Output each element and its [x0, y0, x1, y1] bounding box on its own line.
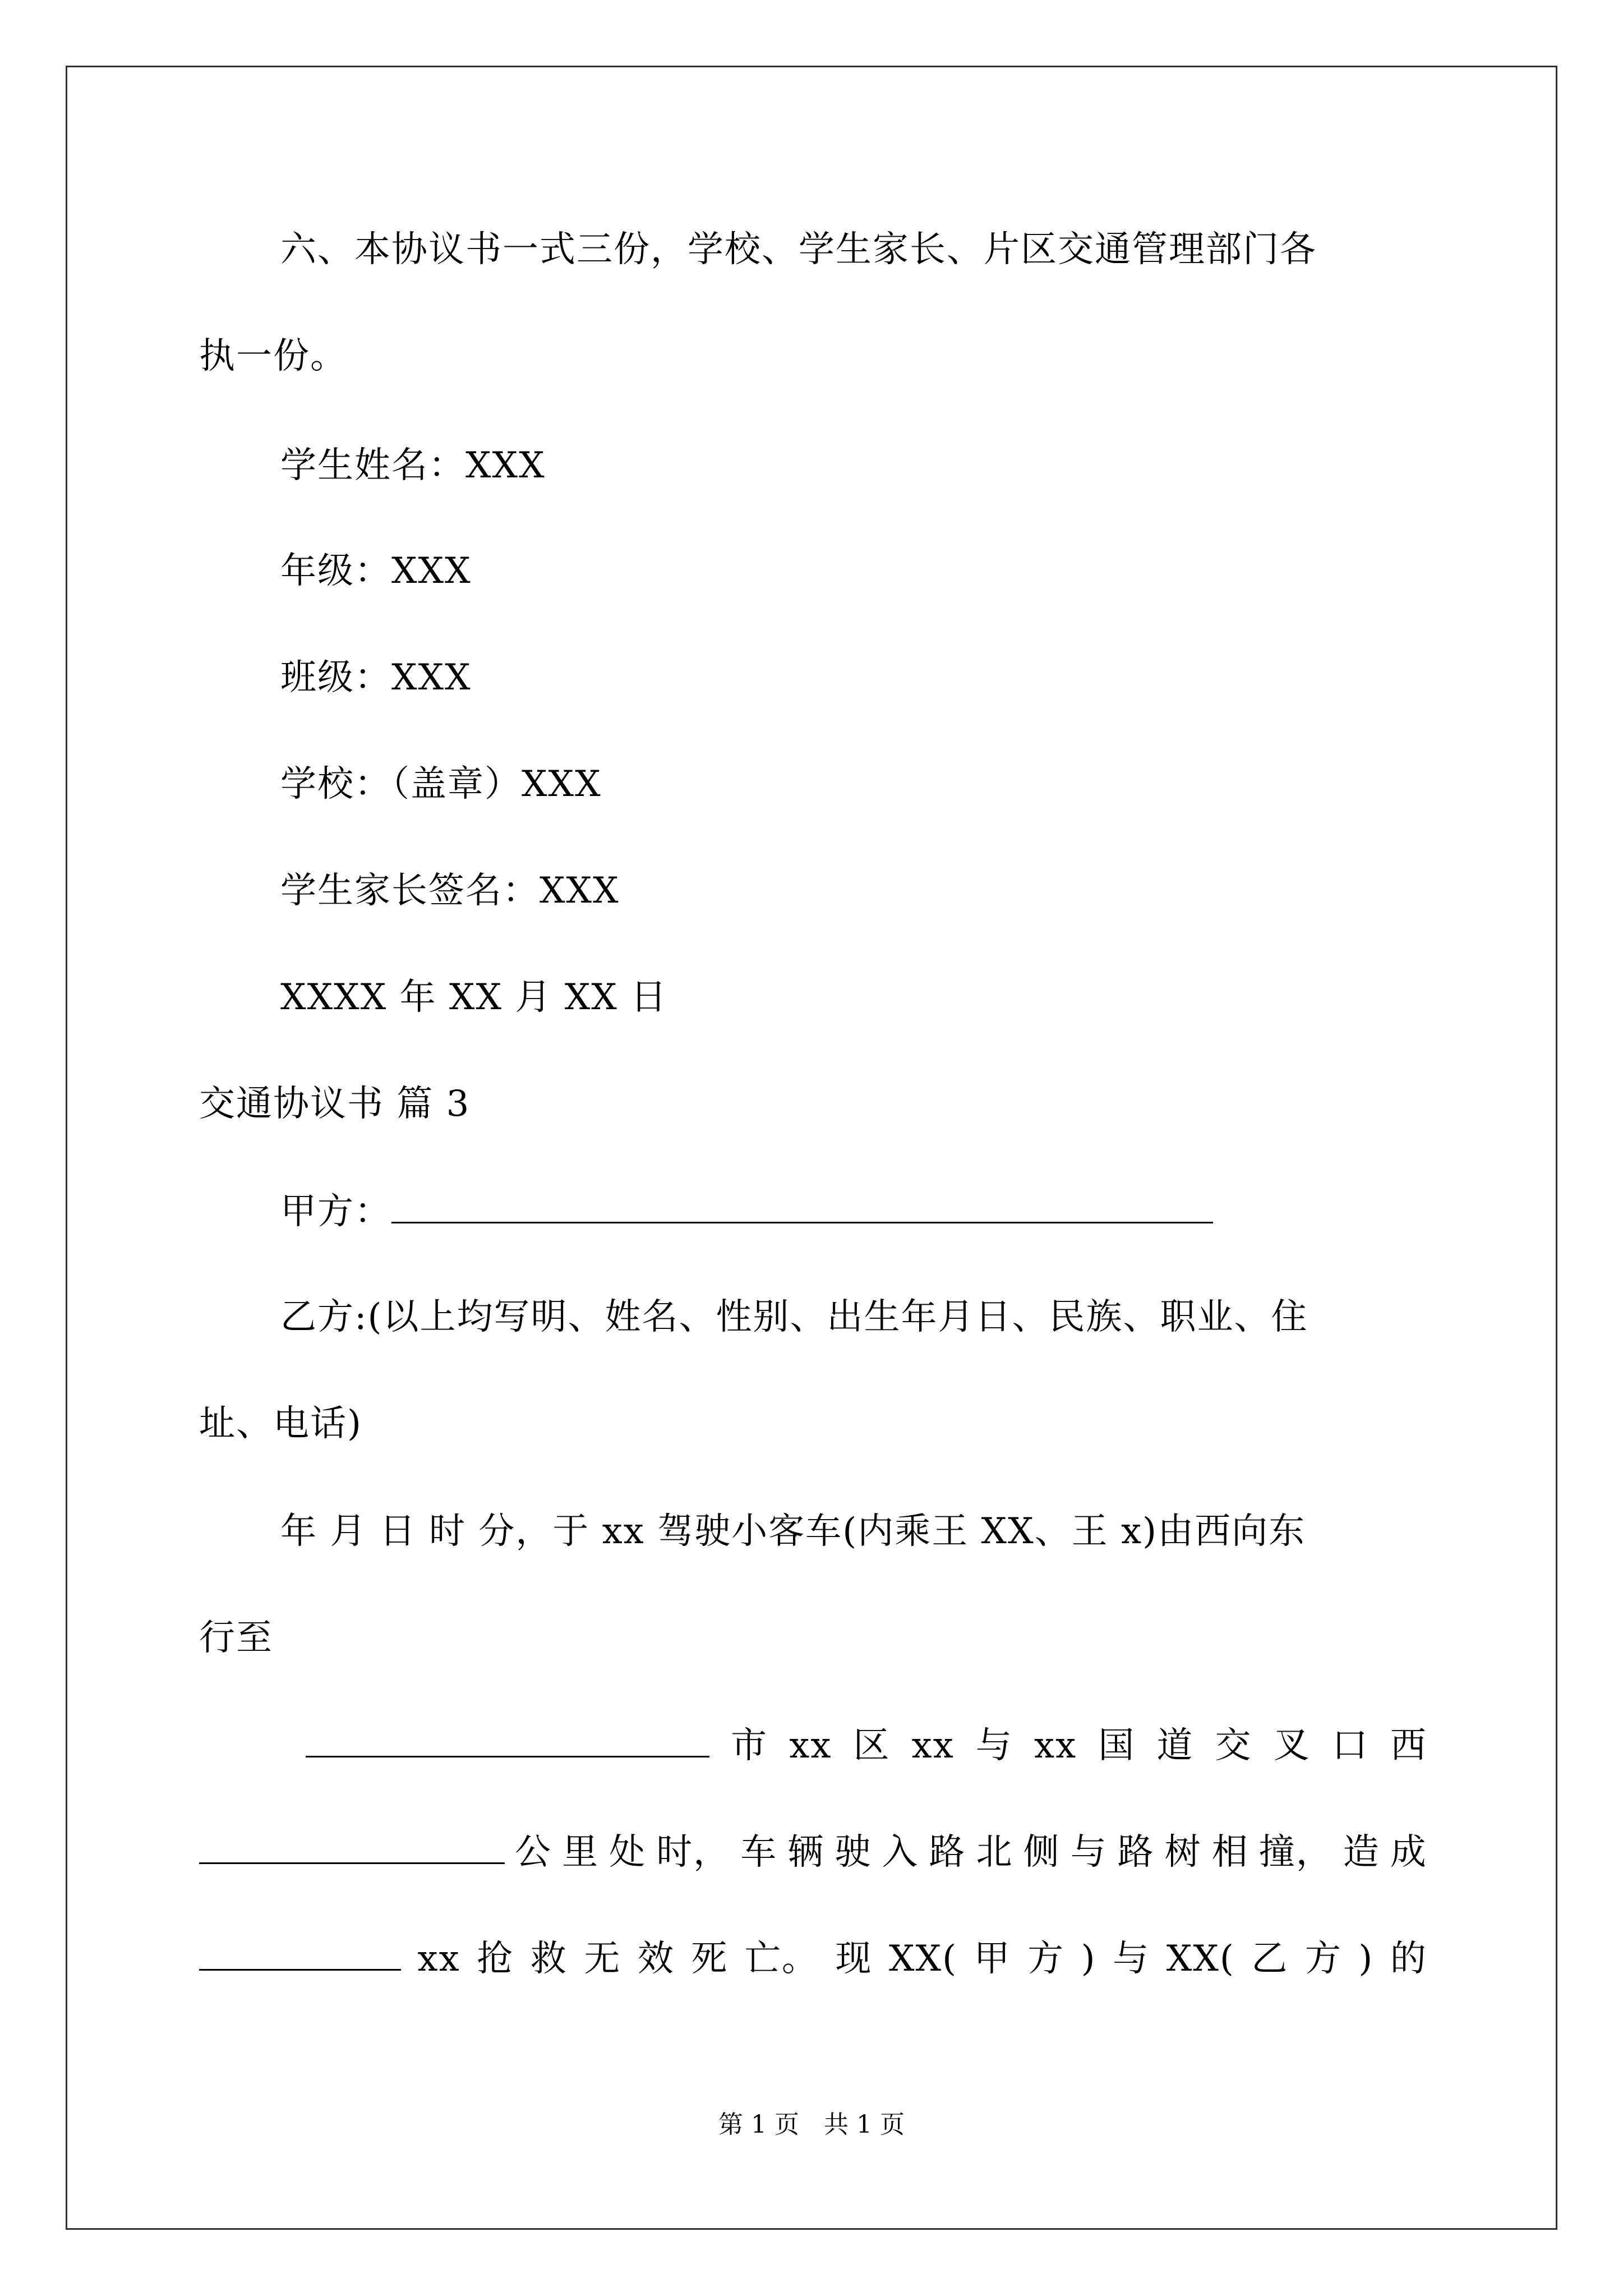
- clause-six-line2: 执一份。: [199, 335, 347, 377]
- word: 驶: [834, 1832, 872, 1873]
- word: 公: [515, 1832, 552, 1873]
- word: xx: [789, 1725, 832, 1766]
- parent-signature: 学生家长签名：XXX: [280, 870, 620, 912]
- word: 效: [637, 1938, 675, 1980]
- word: 区: [853, 1725, 891, 1766]
- word: 甲: [974, 1938, 1011, 1980]
- accident-line4: [199, 1829, 1427, 1875]
- party-b-line2: 址、电话): [199, 1403, 362, 1444]
- word: 交: [1215, 1725, 1252, 1766]
- word: xx: [417, 1938, 460, 1980]
- victim-blank: [199, 1935, 401, 1971]
- word: 乙: [1251, 1938, 1289, 1980]
- word: XX(: [1166, 1938, 1235, 1980]
- word: ): [1081, 1938, 1096, 1980]
- word: 成: [1390, 1832, 1427, 1873]
- word: XX(: [888, 1938, 958, 1980]
- word: 死: [691, 1938, 728, 1980]
- word: 与: [1113, 1938, 1150, 1980]
- distance-blank: [199, 1829, 505, 1864]
- word: 口: [1331, 1725, 1369, 1766]
- word: 车: [740, 1832, 778, 1873]
- accident-line2: 行至: [199, 1617, 273, 1659]
- page-footer: 第 1 页 共 1 页: [718, 2110, 905, 2139]
- date-line: XXXX 年 XX 月 XX 日: [280, 977, 668, 1018]
- word: 救: [530, 1938, 568, 1980]
- word: xx: [1034, 1725, 1077, 1766]
- student-name: 学生姓名：XXX: [280, 445, 546, 486]
- word: 路: [929, 1832, 966, 1873]
- page-border: [66, 66, 1557, 2230]
- accident-line5: [199, 1935, 1427, 1981]
- accident-line3: [306, 1722, 1427, 1768]
- word: 时，: [656, 1832, 731, 1873]
- word: 西: [1390, 1725, 1427, 1766]
- party-a-line: [280, 1188, 1213, 1234]
- word: 现: [835, 1938, 873, 1980]
- word: 造: [1343, 1832, 1380, 1873]
- word: 亡。: [744, 1938, 819, 1980]
- party-a-blank: [391, 1188, 1213, 1223]
- word: 辆: [787, 1832, 825, 1873]
- word: 无: [584, 1938, 621, 1980]
- word: 叉: [1273, 1725, 1311, 1766]
- word: 与: [1070, 1832, 1108, 1873]
- word: 树: [1164, 1832, 1202, 1873]
- section-heading: 交通协议书 篇 3: [199, 1083, 471, 1125]
- accident-line1: 年 月 日 时 分，于 xx 驾驶小客车(内乘王 XX、王 x)由西向东: [280, 1511, 1306, 1552]
- word: 北: [976, 1832, 1013, 1873]
- word: 撞，: [1258, 1832, 1333, 1873]
- word: 里: [562, 1832, 600, 1873]
- word: 道: [1156, 1725, 1194, 1766]
- word: 国: [1098, 1725, 1136, 1766]
- word: 处: [609, 1832, 647, 1873]
- word: 侧: [1023, 1832, 1061, 1873]
- word: ): [1358, 1938, 1374, 1980]
- word: 入: [882, 1832, 919, 1873]
- word: 抢: [477, 1938, 514, 1980]
- grade: 年级：XXX: [280, 550, 472, 592]
- word: 与: [975, 1725, 1013, 1766]
- word: 相: [1211, 1832, 1249, 1873]
- word: 的: [1390, 1938, 1427, 1980]
- location-blank: [306, 1722, 709, 1757]
- party-b-line1: 乙方:(以上均写明、姓名、性别、出生年月日、民族、职业、住: [280, 1296, 1308, 1338]
- word: 路: [1117, 1832, 1155, 1873]
- class: 班级：XXX: [280, 657, 472, 698]
- word: 方: [1027, 1938, 1065, 1980]
- school-seal: 学校：（盖章）XXX: [280, 763, 602, 805]
- party-a-label: 甲方：: [280, 1191, 391, 1232]
- clause-six-line1: 六、本协议书一式三份，学校、学生家长、片区交通管理部门各: [280, 229, 1317, 270]
- word: 市: [731, 1725, 768, 1766]
- word: 方: [1304, 1938, 1342, 1980]
- word: xx: [911, 1725, 955, 1766]
